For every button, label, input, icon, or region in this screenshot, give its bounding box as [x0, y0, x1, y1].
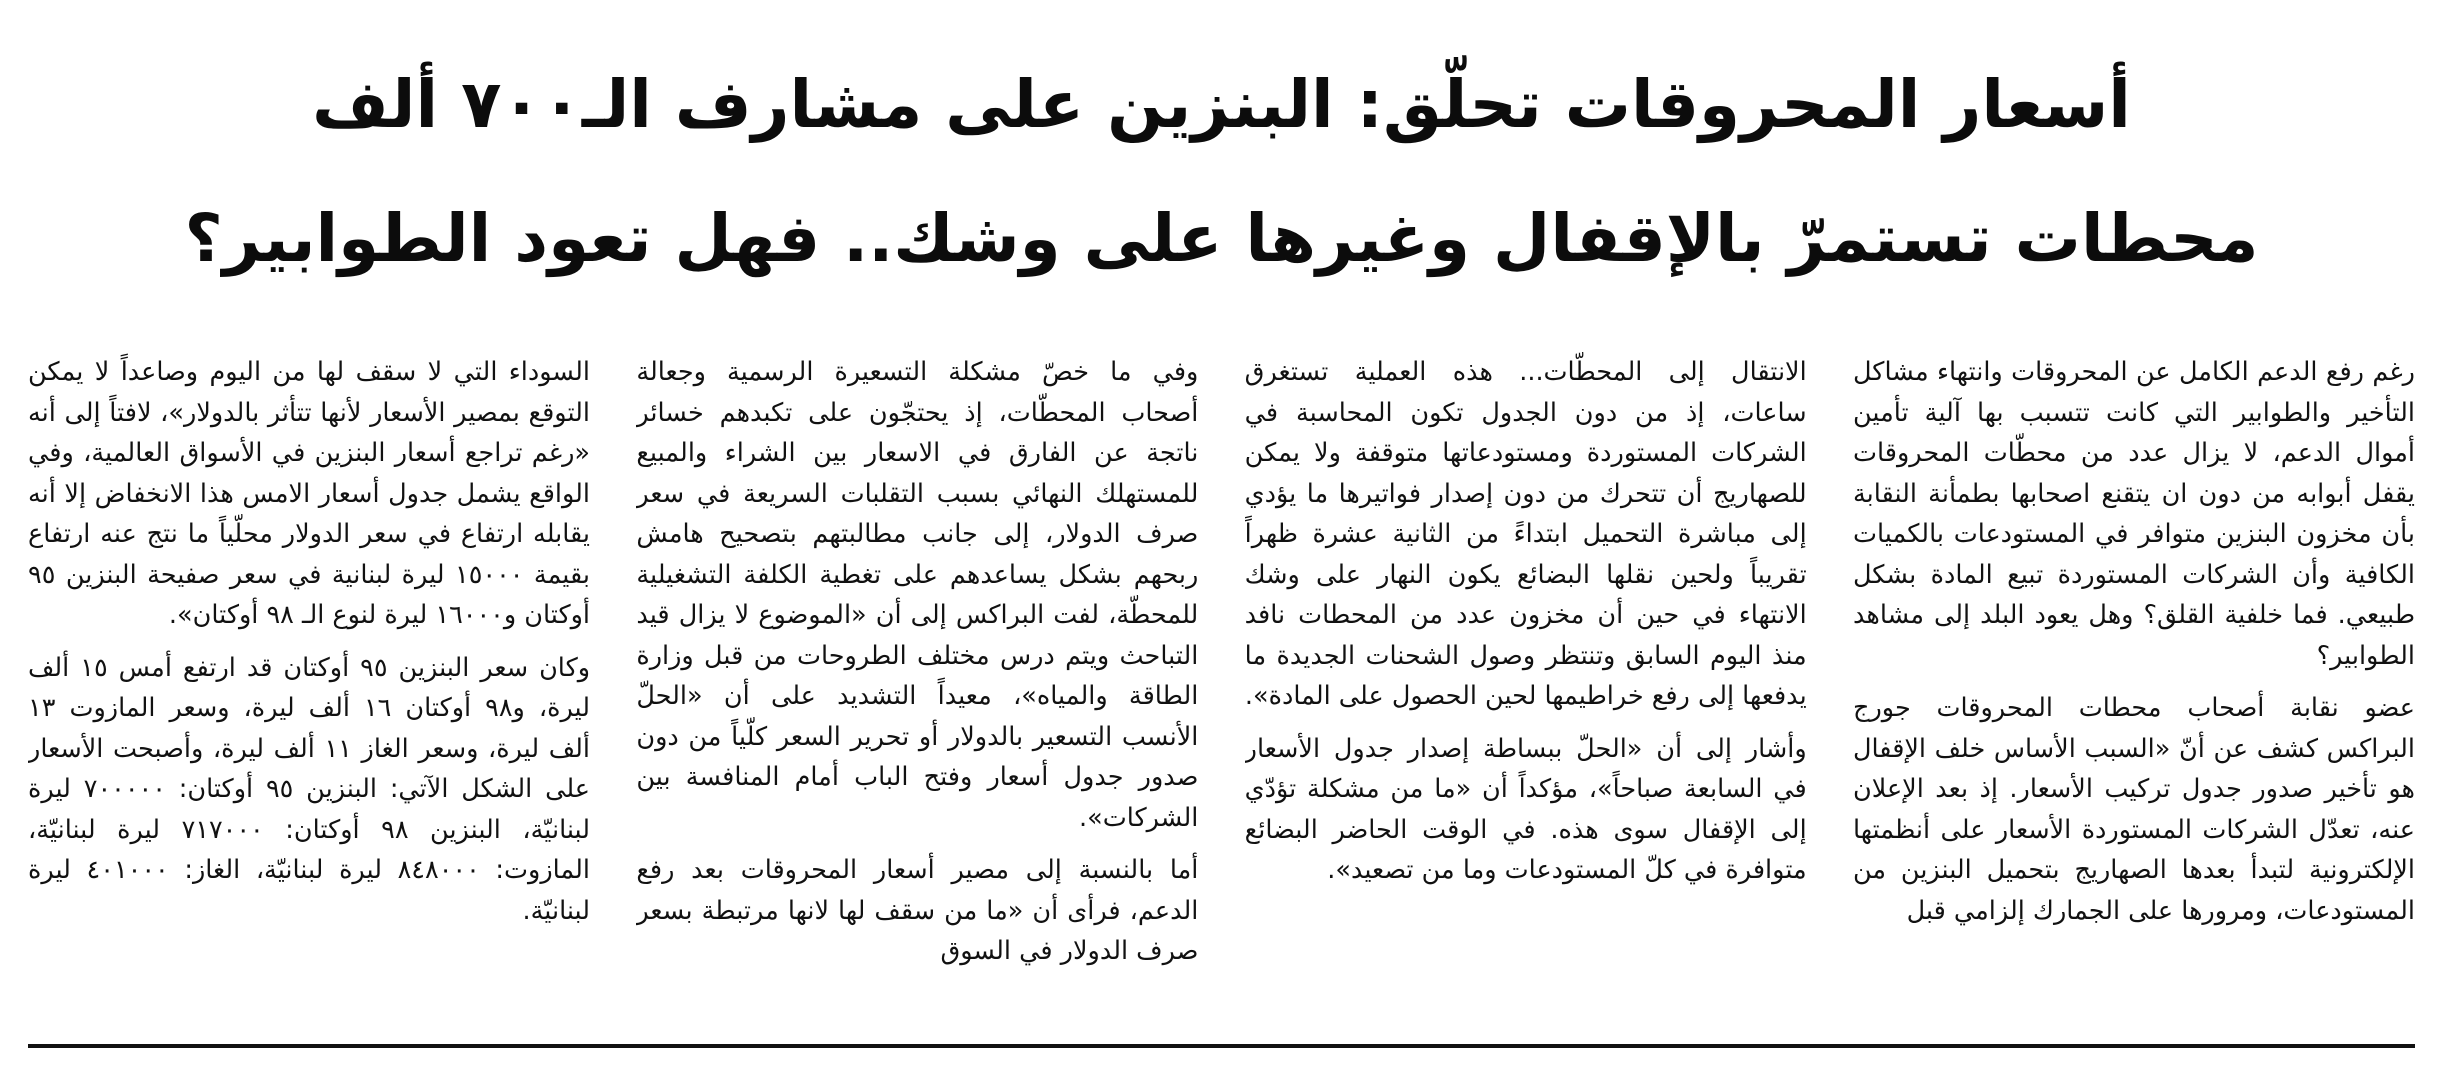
- paragraph: وأشار إلى أن «الحلّ ببساطة إصدار جدول الأسعار في السابعة صباحاً»، مؤكداً أن «ما من مشكلة تؤدّي إلى الإقفال سوى هذه. في الوقت الحاضر البضائع متوافرة في كلّ المستودعات وما من تصعيد».: [1244, 733, 1807, 885]
- paragraph: عضو نقابة أصحاب محطات المحروقات جورج البراكس كشف عن أنّ «السبب الأساس خلف الإقفال هو تأخير صدور جدول تركيب الأسعار. إذ بعد الإعلان عنه، تعدّل الشركات المستوردة الأسعار على أنظمتها الإلكترونية لتبدأ بعدها الصهاريج بتحميل البنزين من المستودعات، ومرورها على الجمارك إلزامي قبل: [1853, 693, 2415, 926]
- article-column-1: [1853, 352, 2415, 1032]
- headline-line-1: أسعار المحروقات تحلّق: البنزين على مشارف الـ٧٠٠ ألف: [312, 66, 2131, 143]
- paragraph: السوداء التي لا سقف لها من اليوم وصاعداً لا يمكن التوقع بمصير الأسعار لأنها تتأثر بالدولار»، لافتاً إلى أنه «رغم تراجع أسعار البنزين في الأسواق العالمية، وفي الواقع يشمل جدول أسعار الامس هذا الانخفاض إلا أنه يقابله ارتفاع في سعر الدولار محلّياً ما نتج عنه ارتفاع بقيمة ١٥٠٠٠ ليرة لبنانية في سعر صفيحة البنزين ٩٥ أوكتان و١٦٠٠٠ ليرة لنوع الـ ٩٨ أوكتان».: [28, 357, 591, 630]
- article-column-2: [1245, 352, 1807, 1032]
- paragraph: أما بالنسبة إلى مصير أسعار المحروقات بعد رفع الدعم، فرأى أن «ما من سقف لها لانها مرتبطة بسعر صرف الدولار في السوق: [636, 855, 1199, 966]
- headline-line-2: محطات تستمرّ بالإقفال وغيرها على وشك.. فهل تعود الطوابير؟: [184, 200, 2259, 277]
- paragraph: وكان سعر البنزين ٩٥ أوكتان قد ارتفع أمس ١٥ ألف ليرة، و٩٨ أوكتان ١٦ ألف ليرة، وسعر المازوت ١٣ ألف ليرة، وسعر الغاز ١١ ألف ليرة، وأصبحت الأسعار على الشكل الآتي: البنزين ٩٥ أوكتان: ٧٠٠٠٠٠ ليرة لبنانيّة، البنزين ٩٨ أوكتان: ٧١٧٠٠٠ ليرة لبنانيّة، المازوت: ٨٤٨٠٠٠ ليرة لبنانيّة، الغاز: ٤٠١٠٠٠ ليرة لبنانيّة.: [28, 652, 591, 926]
- article-column-4: [28, 352, 590, 1032]
- paragraph: وفي ما خصّ مشكلة التسعيرة الرسمية وجعالة أصحاب المحطّات، إذ يحتجّون على تكبدهم خسائر ناتجة عن الفارق في الاسعار بين الشراء والمبيع للمستهلك النهائي بسبب التقلبات السريعة في سعر صرف الدولار، إلى جانب مطالبتهم بتصحيح هامش ربحهم بشكل يساعدهم على تغطية الكلفة التشغيلية للمحطّة، لفت البراكس إلى أن «الموضوع لا يزال قيد التباحث ويتم درس مختلف الطروحات من قبل وزارة الطاقة والمياه»، معيداً التشديد على أن «الحلّ الأنسب التسعير بالدولار أو تحرير السعر كلّياً من دون صدور جدول أسعار وفتح الباب أمام المنافسة بين الشركات».: [636, 357, 1199, 833]
- bottom-divider: [28, 1044, 2415, 1048]
- paragraph: الانتقال إلى المحطّات... هذه العملية تستغرق ساعات، إذ من دون الجدول تكون المحاسبة في الشركات المستوردة ومستودعاتها متوقفة ولا يمكن للصهاريج أن تتحرك من دون إصدار فواتيرها ما يؤدي إلى مباشرة التحميل ابتداءً من الثانية عشرة ظهراً تقريباً ولحين نقلها البضائع يكون النهار على وشك الانتهاء في حين أن مخزون عدد من المحطات نافد منذ اليوم السابق وتنتظر وصول الشحنات الجديدة ما يدفعها إلى رفع خراطيمها لحين الحصول على المادة».: [1244, 357, 1807, 711]
- article-columns: [28, 352, 2415, 1032]
- article-column-3: [636, 352, 1198, 1032]
- paragraph: رغم رفع الدعم الكامل عن المحروقات وانتهاء مشاكل التأخير والطوابير التي كانت تتسبب بها آلية تأمين أموال الدعم، لا يزال عدد من محطّات المحروقات يقفل أبوابه من دون ان يتقنع اصحابها بطمأنة النقابة بأن مخزون البنزين متوافر في المستودعات بالكميات الكافية وأن الشركات المستوردة تبيع المادة بشكل طبيعي. فما خلفية القلق؟ وهل يعود البلد إلى مشاهد الطوابير؟: [1853, 357, 2415, 671]
